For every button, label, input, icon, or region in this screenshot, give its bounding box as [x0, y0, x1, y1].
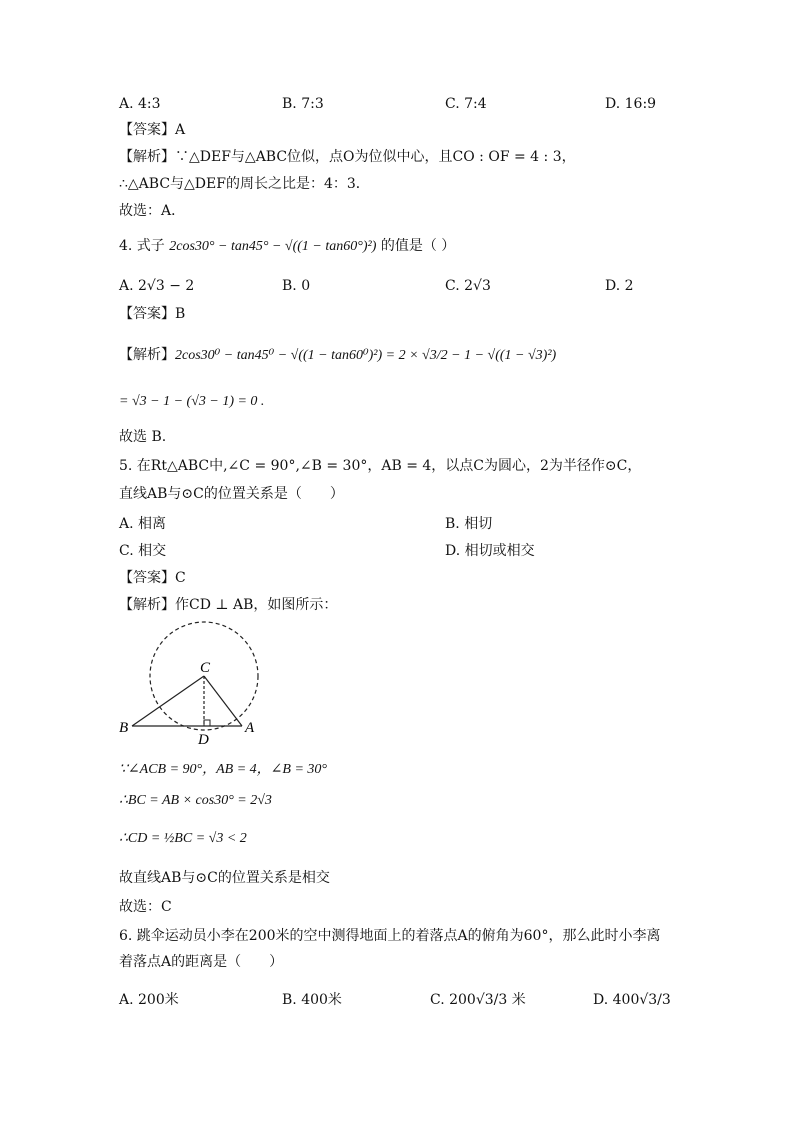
q6-stem-line2: 着落点A的距离是（ ）	[119, 954, 284, 970]
q5-option-d: D. 相切或相交	[445, 543, 535, 559]
q4-analysis	[119, 345, 556, 366]
q6-stem-line1: 6. 跳伞运动员小李在200米的空中测得地面上的着落点A的俯角为60°，那么此时小李离	[119, 928, 661, 944]
q6-option-a: A. 200米	[119, 992, 179, 1008]
q5-step2-text: ∴BC = AB × cos30° = 2√3	[119, 793, 272, 808]
q3-option-c: C. 7:4	[445, 96, 487, 112]
q5-analysis-line1: 作CD ⊥ AB，如图所示：	[175, 597, 338, 613]
q5-step1-text: ∵∠ACB = 90°，AB = 4，∠B = 30°	[119, 762, 328, 777]
q4-option-c: C. 2√3	[445, 278, 491, 294]
q5-geometry-figure	[110, 620, 280, 750]
q6-option-d: D. 400√3/3	[593, 992, 671, 1008]
q6-option-b: B. 400米	[282, 992, 342, 1008]
q5-conclusion: 故选：C	[119, 899, 172, 915]
q5-step4: 故直线AB与⊙C的位置关系是相交	[119, 870, 330, 886]
label-c: C	[200, 660, 211, 676]
q3-answer: 【答案】A	[119, 122, 186, 138]
q3-analysis-line2: ∴△ABC与△DEF的周长之比是：4：3．	[119, 176, 370, 192]
q5-step3-text: ∴CD = ½BC = √3 < 2	[119, 831, 247, 846]
q5-option-c: C. 相交	[119, 543, 167, 559]
q4-stem-expression: 2cos30° − tan45° − √((1 − tan60°)²)	[169, 239, 377, 254]
label-a: A	[245, 720, 255, 736]
q3-analysis	[119, 147, 576, 167]
q4-option-d: D. 2	[605, 278, 634, 294]
q5-analysis-label: 【解析】	[119, 597, 175, 613]
q6-option-c: C. 200√3/3 米	[430, 992, 526, 1008]
q5-option-a: A. 相离	[119, 516, 167, 532]
q3-option-a: A. 4:3	[119, 96, 161, 112]
q4-option-b: B. 0	[282, 278, 311, 294]
q3-option-b: B. 7:3	[282, 96, 324, 112]
q4-analysis-line2	[119, 391, 264, 412]
q4-option-a: A. 2√3 − 2	[119, 278, 195, 294]
q5-step3	[119, 828, 247, 849]
q5-analysis	[119, 595, 337, 615]
q5-stem-line2: 直线AB与⊙C的位置关系是（ ）	[119, 486, 344, 502]
q4-analysis-label: 【解析】	[119, 347, 175, 363]
label-b: B	[119, 720, 129, 736]
label-d: D	[198, 732, 209, 748]
q4-stem	[119, 236, 455, 257]
right-angle-mark	[204, 720, 210, 726]
q5-stem-line1: 5. 在Rt△ABC中,∠C = 90°,∠B = 30°，AB = 4，以点C为圆心，2为半径作⊙C，	[119, 458, 642, 474]
q3-analysis-label: 【解析】	[119, 149, 175, 165]
q4-analysis-line2-text: = √3 − 1 − (√3 − 1) = 0 .	[119, 394, 265, 409]
segment-ca	[204, 676, 242, 726]
q4-analysis-line1: 2cos30⁰ − tan45⁰ − √((1 − tan60⁰)²) = 2 × √3/2 − 1 − √((1 − √3)²)	[175, 348, 557, 363]
q4-conclusion: 故选 B.	[119, 429, 167, 445]
q5-answer: 【答案】C	[119, 570, 186, 586]
q3-analysis-line1: ∵△DEF与△ABC位似，点O为位似中心，且CO : OF = 4 : 3，	[175, 149, 576, 165]
q3-option-d: D. 16:9	[605, 96, 657, 112]
segment-bc	[132, 676, 204, 726]
q5-option-b: B. 相切	[445, 516, 493, 532]
q5-step2	[119, 790, 272, 811]
q3-conclusion: 故选：A．	[119, 203, 186, 219]
q5-step1	[119, 759, 327, 780]
q4-answer: 【答案】B	[119, 306, 186, 322]
q4-stem-suffix: 的值是（ ）	[380, 238, 456, 254]
q4-stem-prefix: 4. 式子	[119, 238, 165, 254]
